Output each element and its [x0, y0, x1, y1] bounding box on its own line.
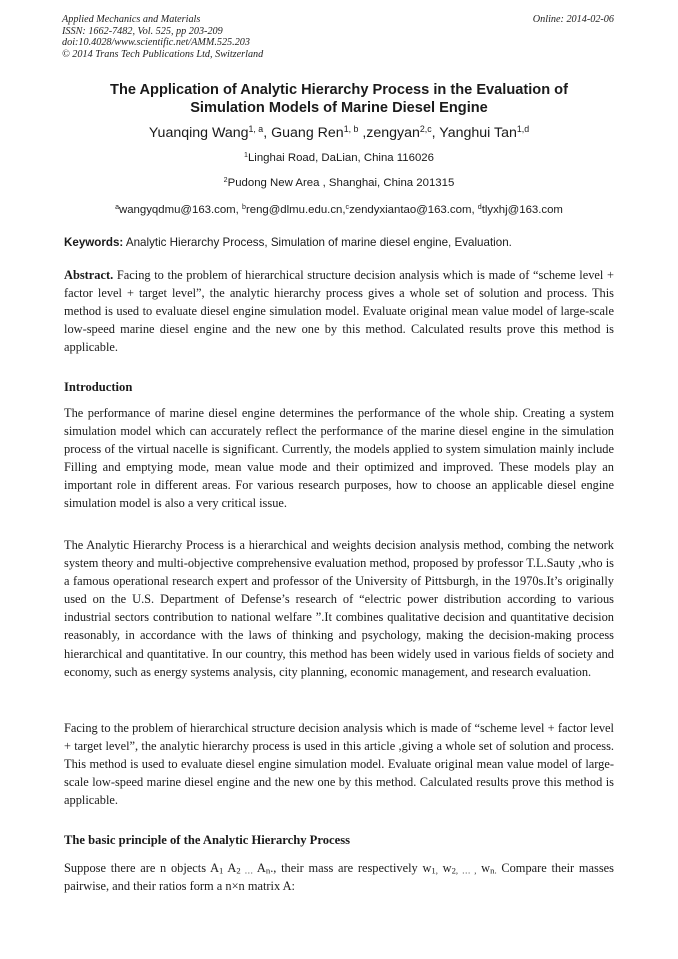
title-line-1: The Application of Analytic Hierarchy Process in the Evaluation of	[110, 82, 568, 98]
intro-paragraph-3: Facing to the problem of hierarchical structure decision analysis which is made of “scheme level + factor level + target level”, the analytic hierarchy process is used in this article ,giving a whole set of solution and process. This method is used to evaluate diesel engine simulation model. Evaluate original mean value model of large-scale low-speed marine diesel engine and the new one by this method. Calculated results prove this method is applicable.	[64, 721, 614, 808]
abstract-paragraph	[64, 266, 614, 356]
author-name: zengyan	[366, 125, 420, 141]
subscript: …	[240, 865, 257, 876]
copyright-line: © 2014 Trans Tech Publications Ltd, Switzerland	[62, 48, 264, 60]
paper-title	[40, 81, 638, 117]
author-name: Yanghui Tan	[439, 125, 517, 141]
author-name: Yuanqing Wang	[148, 125, 249, 141]
affiliation-text: Pudong New Area , Shanghai, China 201315	[227, 177, 455, 189]
subscript: n	[265, 865, 271, 876]
journal-name: Applied Mechanics and Materials	[62, 14, 201, 25]
intro-paragraph-2: The Analytic Hierarchy Process is a hierarchical and weights decision analysis method, combing the network system theory and multi-objective comprehensive evaluation method, proposed by professor T.L.Sauty ,who is a famous operational research expert and professor of the University of Pittsburgh, in the 1970s.It’s originally used on the U.S. Department of Defense’s research of “electric power distribution according to various industrial sectors contribution to national welfare ”.It combines qualitative decision and quantitative decision reasonably, in accordance with the laws of thinking and psychology, making the decision-making process hierarchical and quantitative. In our country, this method has been widely used in various fields of society and economy, such as energy systems analysis, city planning, economic management, and research evaluation.	[64, 538, 614, 679]
affiliation-text: Linghai Road, DaLian, China 116026	[247, 152, 434, 164]
text-run: A	[256, 861, 266, 875]
author-name: Guang Ren	[271, 125, 344, 141]
author-list: Yuanqing Wang$^{1, a}$, Guang Ren$^{1, b}$ ,zengyan$^{2,c}$, Yanghui Tan$^{1,d}$	[148, 124, 530, 141]
intro-paragraph-1: The performance of marine diesel engine determines the performance of the whole ship. Creating a system simulation model which can accurately reflect the performance of the marine diesel engine in the simulation process of the virtual nacelle is significant. Currently, the models applied to system simulation mainly include Filling and emptying mode, mean value mode and their optimized and improved. These models play an important role in different areas. For various research purposes, how to choose an applicable diesel engine simulation model is also a very critical issue.	[64, 406, 614, 511]
abstract-text: Facing to the problem of hierarchical structure decision analysis which is made of “scheme level + factor level + target level”, the analytic hierarchy process gives a whole set of solution and process. This method is used to evaluate diesel engine simulation model. Evaluate original mean value model of large-scale low-speed marine diesel engine and the new one by this method. Calculated results prove this method is applicable.	[64, 268, 614, 355]
keywords-line	[64, 236, 512, 249]
title-line-2: Simulation Models of Marine Diesel Engine	[190, 100, 488, 116]
affiliation-sup: 1	[244, 152, 248, 160]
text-run: Compare their masses pairwise, and their ratios form a n×n matrix A:	[64, 861, 615, 894]
text-run: w	[476, 861, 491, 875]
email-address: tlyxhj@163.com	[481, 204, 563, 216]
affiliation-sup: 2	[223, 177, 228, 185]
text-run: Suppose there are n objects A	[64, 861, 220, 875]
keywords-label: Keywords:	[64, 236, 124, 249]
subscript: 2, … ,	[451, 865, 477, 876]
subscript: 1,	[431, 865, 438, 876]
online-date: Online: 2014-02-06	[532, 14, 614, 25]
author-sup: 1,d	[516, 124, 530, 135]
email-sup: a	[115, 204, 119, 212]
subscript: n.	[490, 865, 497, 876]
text-run: ., their mass are respectively w	[270, 861, 432, 875]
issn-line: ISSN: 1662-7482, Vol. 525, pp 203-209	[62, 25, 223, 37]
email-sup: c	[345, 204, 350, 212]
affiliation-1	[0, 152, 678, 164]
affiliation-2	[0, 177, 678, 189]
doi-line: doi:10.4028/www.scientific.net/AMM.525.203	[62, 37, 250, 49]
text-run: w	[437, 861, 452, 875]
journal-header	[62, 14, 263, 60]
email-address: zendyxiantao@163.com	[349, 204, 472, 216]
author-sup: 2,c	[419, 124, 432, 135]
email-sup: b	[242, 204, 246, 212]
text-run: A	[223, 861, 237, 875]
subscript: 2	[236, 865, 241, 876]
author-sup: 1, a	[248, 124, 264, 135]
basic-principle-paragraph	[64, 859, 614, 895]
email-address: reng@dlmu.edu.cn	[245, 204, 343, 216]
email-list: $^a$wangyqdmu@163.com, $^b$reng@dlmu.edu.cn,$^c$zendyxiantao@163.com, $^d$tlyxhj@163.com	[115, 204, 563, 216]
introduction-heading: Introduction	[64, 380, 133, 394]
keywords-text: Analytic Hierarchy Process, Simulation of marine diesel engine, Evaluation.	[123, 236, 512, 249]
subscript: 1	[219, 865, 224, 876]
abstract-label: Abstract.	[64, 268, 114, 282]
author-sup: 1, b	[343, 124, 359, 135]
email-sup: d	[477, 204, 482, 212]
basic-principle-heading: The basic principle of the Analytic Hierarchy Process	[64, 833, 351, 847]
email-address: wangyqdmu@163.com	[119, 204, 236, 216]
